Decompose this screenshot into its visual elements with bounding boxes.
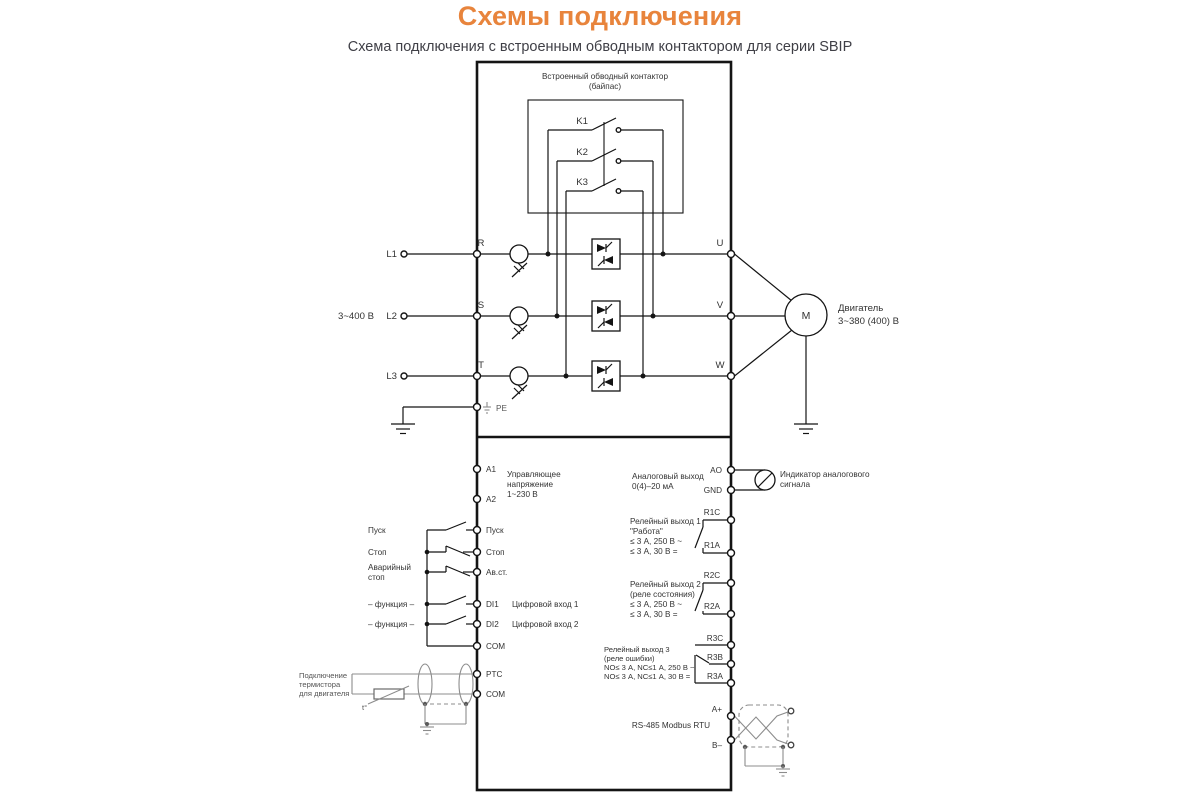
svg-text:Аварийный: Аварийный — [368, 563, 411, 572]
svg-text:DI1: DI1 — [486, 600, 499, 609]
svg-text:K2: K2 — [576, 147, 588, 158]
relay-output-1 — [630, 508, 728, 556]
svg-text:– функция –: – функция – — [368, 620, 415, 629]
motor-ground-icon — [794, 424, 818, 434]
svg-text:R2A: R2A — [704, 602, 720, 611]
analog-indicator-icon — [755, 470, 775, 490]
thyristor-icon-r — [592, 239, 620, 269]
page-title: Схемы подключения — [457, 1, 743, 31]
svg-text:Цифровой вход 1: Цифровой вход 1 — [512, 600, 579, 609]
start-stop-inputs — [368, 522, 579, 651]
svg-text:K3: K3 — [576, 177, 588, 188]
line-sensor-icon-r — [510, 245, 528, 277]
svg-text:t°: t° — [362, 703, 368, 712]
bypass-label-1: Встроенный обводный контактор — [541, 72, 669, 81]
terminal-r: R — [477, 238, 485, 249]
contact-k2 — [557, 147, 653, 316]
svg-text:Индикатор аналогового: Индикатор аналогового — [780, 470, 870, 479]
line-sensor-icon-s — [510, 307, 528, 339]
svg-text:(реле ошибки): (реле ошибки) — [604, 654, 655, 663]
relay-output-3 — [604, 634, 728, 683]
svg-text:≤ 3 А, 250 В ~: ≤ 3 А, 250 В ~ — [630, 600, 683, 609]
svg-text:NO≤ 3 А, NC≤1 А, 30 В =: NO≤ 3 А, NC≤1 А, 30 В = — [604, 672, 691, 681]
pe-ground-icon — [483, 402, 491, 413]
page-subtitle: Схема подключения с встроенным обводным контактором для серии SBIP — [347, 39, 853, 55]
svg-text:Релейный выход 3: Релейный выход 3 — [604, 645, 670, 654]
svg-text:0(4)–20 мА: 0(4)–20 мА — [632, 482, 674, 491]
svg-text:R3A: R3A — [707, 672, 723, 681]
svg-text:Управляющее: Управляющее — [507, 470, 561, 479]
svg-text:B–: B– — [711, 741, 722, 750]
svg-text:NO≤ 3 А, NC≤1 А, 250 В ~: NO≤ 3 А, NC≤1 А, 250 В ~ — [604, 663, 695, 672]
svg-text:Аналоговый выход: Аналоговый выход — [632, 472, 704, 481]
motor-symbol: М — [801, 310, 811, 322]
pe-label: PE — [496, 404, 507, 413]
supply-voltage: 3~400 В — [337, 311, 374, 322]
rs485-block — [632, 705, 794, 776]
svg-text:Цифровой вход 2: Цифровой вход 2 — [512, 620, 579, 629]
line-sensor-icon-t — [510, 367, 528, 399]
svg-text:стоп: стоп — [368, 573, 385, 582]
motor-label-1: Двигатель — [838, 303, 884, 314]
line-sensor-icons — [510, 245, 528, 399]
phase-l1: L1 — [386, 249, 397, 260]
svg-text:напряжение: напряжение — [507, 480, 554, 489]
svg-text:R3B: R3B — [707, 653, 723, 662]
svg-text:R2C: R2C — [703, 571, 721, 580]
twisted-pair-icon — [735, 705, 794, 776]
terminal-s: S — [477, 300, 485, 311]
svg-text:K1: K1 — [576, 116, 588, 127]
thyristor-icon-s — [592, 301, 620, 331]
svg-text:Пуск: Пуск — [486, 526, 504, 535]
relay-output-2 — [630, 571, 728, 619]
svg-text:R1A: R1A — [704, 541, 720, 550]
svg-text:Релейный выход 1: Релейный выход 1 — [630, 517, 701, 526]
svg-text:Ав.ст.: Ав.ст. — [486, 568, 508, 577]
svg-text:Стоп: Стоп — [486, 548, 505, 557]
svg-text:сигнала: сигнала — [780, 480, 811, 489]
svg-text:A+: A+ — [711, 705, 722, 714]
svg-text:PTC: PTC — [486, 670, 503, 679]
phase-l3: L3 — [386, 371, 397, 382]
svg-text:(реле состояния): (реле состояния) — [630, 590, 695, 599]
svg-text:– функция –: – функция – — [368, 600, 415, 609]
svg-text:Подключение: Подключение — [299, 671, 348, 680]
motor-side — [715, 238, 899, 434]
contact-k1 — [548, 116, 663, 254]
svg-text:термистора: термистора — [299, 680, 341, 689]
svg-text:RS-485 Modbus RTU: RS-485 Modbus RTU — [631, 721, 710, 730]
svg-text:"Работа": "Работа" — [630, 527, 663, 536]
motor-label-2: 3~380 (400) В — [838, 316, 900, 327]
pe-connection — [391, 402, 507, 434]
thermistor-icon — [362, 686, 409, 712]
contact-k3 — [566, 177, 643, 376]
terminal-w: W — [715, 360, 725, 371]
svg-text:≤ 3 А, 30 В =: ≤ 3 А, 30 В = — [630, 610, 678, 619]
terminal-v: V — [716, 300, 724, 311]
svg-text:DI2: DI2 — [486, 620, 499, 629]
svg-text:1~230 В: 1~230 В — [507, 490, 538, 499]
svg-text:Релейный выход 2: Релейный выход 2 — [630, 580, 701, 589]
svg-text:AO: AO — [710, 466, 722, 475]
terminal-u: U — [716, 238, 724, 249]
svg-text:Пуск: Пуск — [368, 526, 386, 535]
svg-text:для двигателя: для двигателя — [299, 689, 350, 698]
svg-text:≤ 3 А, 250 В ~: ≤ 3 А, 250 В ~ — [630, 537, 683, 546]
bypass-box — [528, 100, 683, 213]
page-heading — [0, 0, 1200, 55]
phase-l2: L2 — [386, 311, 397, 322]
analog-output — [632, 466, 870, 495]
svg-text:GND: GND — [703, 486, 722, 495]
svg-text:Стоп: Стоп — [368, 548, 387, 557]
svg-text:R1C: R1C — [703, 508, 721, 517]
terminal-t: T — [478, 360, 484, 371]
power-rails — [407, 254, 728, 376]
bypass-label-2: (байпас) — [588, 82, 622, 91]
control-voltage — [486, 465, 561, 504]
svg-text:COM: COM — [486, 642, 506, 651]
supply-side — [338, 238, 485, 382]
svg-text:COM: COM — [486, 690, 506, 699]
ground-icon — [391, 424, 415, 434]
terminal-a1: A1 — [486, 465, 497, 474]
thyristor-icon-t — [592, 361, 620, 391]
thyristor-icons — [592, 239, 620, 391]
svg-text:R3C: R3C — [706, 634, 724, 643]
svg-text:≤ 3 А, 30 В =: ≤ 3 А, 30 В = — [630, 547, 678, 556]
terminal-a2: A2 — [486, 495, 497, 504]
